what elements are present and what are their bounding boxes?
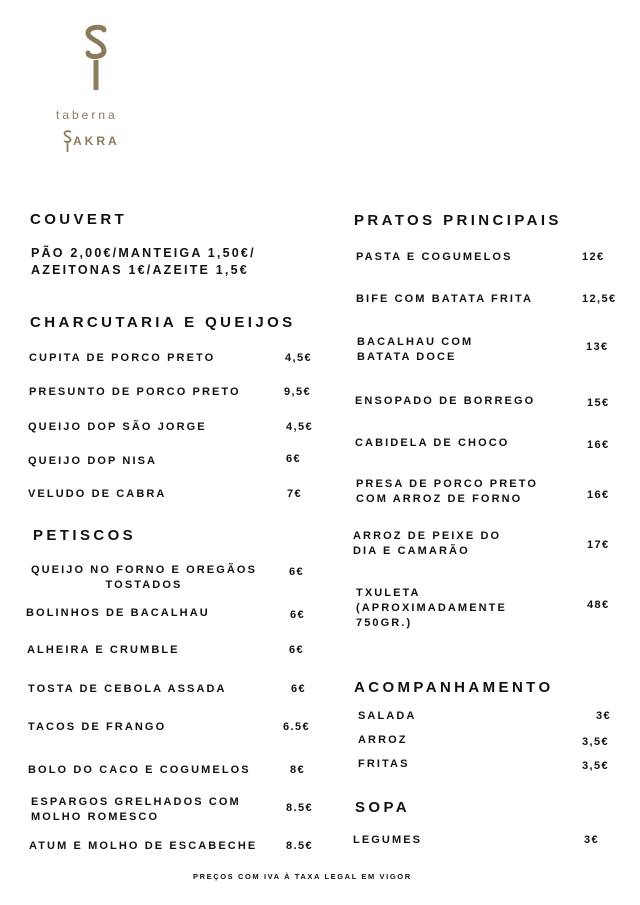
- menu-item-name: BOLINHOS DE BACALHAU: [26, 607, 210, 619]
- menu-item-price: 7€: [287, 488, 303, 500]
- menu-item-price: 6.5€: [283, 721, 311, 733]
- menu-item-name: ATUM E MOLHO DE ESCABECHE: [29, 840, 258, 852]
- menu-item-price: 15€: [587, 397, 610, 409]
- menu-item-price: 6€: [289, 566, 305, 578]
- menu-item-name: CABIDELA DE CHOCO: [355, 437, 510, 449]
- menu-item-price: 6€: [289, 644, 305, 656]
- menu-item-name: PRESA DE PORCO PRETO COM ARROZ DE FORNO: [356, 478, 538, 505]
- couvert-line-1: PÃO 2,00€/MANTEIGA 1,50€/: [31, 246, 256, 260]
- menu-item-name: CUPITA DE PORCO PRETO: [29, 352, 216, 364]
- menu-item-name: QUEIJO DOP SÃO JORGE: [28, 421, 207, 433]
- menu-item-price: 8€: [290, 764, 306, 776]
- section-title-pratos: PRATOS PRINCIPAIS: [354, 212, 562, 229]
- menu-item-name: BACALHAU COM BATATA DOCE: [357, 336, 474, 363]
- menu-item-name: TXULETA (APROXIMADAMENTE 750GR.): [356, 587, 507, 629]
- menu-item-name: ARROZ DE PEIXE DO DIA E CAMARÃO: [353, 530, 502, 557]
- menu-item-price: 17€: [587, 539, 610, 551]
- menu-item-name: QUEIJO NO FORNO E OREGÃOS TOSTADOS: [30, 564, 258, 591]
- menu-item-name: LEGUMES: [353, 834, 423, 846]
- menu-item-name: ENSOPADO DE BORREGO: [355, 395, 536, 407]
- brand-logo: [84, 24, 108, 94]
- menu-item-name: SALADA: [358, 710, 417, 722]
- section-title-charcutaria: CHARCUTARIA E QUEIJOS: [30, 314, 296, 331]
- menu-item-price: 3,5€: [582, 736, 610, 748]
- logo-s-icon: [84, 24, 108, 94]
- menu-item-name: PRESUNTO DE PORCO PRETO: [29, 386, 241, 398]
- menu-item-name: BOLO DO CACO E COGUMELOS: [28, 764, 251, 776]
- section-title-sopa: SOPA: [355, 799, 410, 816]
- menu-item-price: 6€: [286, 453, 302, 465]
- menu-item-price: 6€: [290, 609, 306, 621]
- section-title-acompanhamento: ACOMPANHAMENTO: [354, 679, 554, 696]
- menu-item-price: 9,5€: [284, 386, 312, 398]
- menu-item-name: ESPARGOS GRELHADOS COM MOLHO ROMESCO: [31, 796, 241, 823]
- menu-item-price: 8.5€: [286, 840, 314, 852]
- menu-item-price: 3€: [584, 834, 600, 846]
- menu-item-name: FRITAS: [358, 758, 410, 770]
- menu-item-price: 6€: [291, 683, 307, 695]
- menu-item-name: PASTA E COGUMELOS: [356, 251, 513, 263]
- menu-item-name: TOSTA DE CEBOLA ASSADA: [28, 683, 227, 695]
- menu-item-price: 48€: [587, 599, 610, 611]
- menu-item-price: 12,5€: [582, 293, 617, 305]
- menu-item-name: QUEIJO DOP NISA: [28, 455, 158, 467]
- menu-item-price: 16€: [587, 489, 610, 501]
- menu-item-price: 16€: [587, 439, 610, 451]
- menu-item-name: ARROZ: [358, 734, 408, 746]
- logo-small-s-icon: [63, 130, 72, 152]
- menu-item-price: 4,5€: [285, 352, 313, 364]
- brand-line1: taberna: [56, 108, 118, 122]
- menu-item-price: 13€: [586, 341, 609, 353]
- menu-item-price: 8.5€: [286, 802, 314, 814]
- menu-item-price: 3,5€: [582, 760, 610, 772]
- menu-item-name: VELUDO DE CABRA: [28, 488, 167, 500]
- menu-item-price: 3€: [596, 710, 612, 722]
- menu-item-name: TACOS DE FRANGO: [28, 721, 167, 733]
- section-title-couvert: COUVERT: [30, 211, 128, 228]
- menu-item-price: 4,5€: [286, 421, 314, 433]
- couvert-line-2: AZEITONAS 1€/AZEITE 1,5€: [31, 263, 249, 277]
- footer-note: PREÇOS COM IVA À TAXA LEGAL EM VIGOR: [193, 872, 412, 881]
- section-title-petiscos: PETISCOS: [33, 527, 137, 544]
- menu-item-name: BIFE COM BATATA FRITA: [356, 293, 534, 305]
- menu-item-price: 12€: [582, 251, 605, 263]
- menu-item-name: ALHEIRA E CRUMBLE: [27, 644, 180, 656]
